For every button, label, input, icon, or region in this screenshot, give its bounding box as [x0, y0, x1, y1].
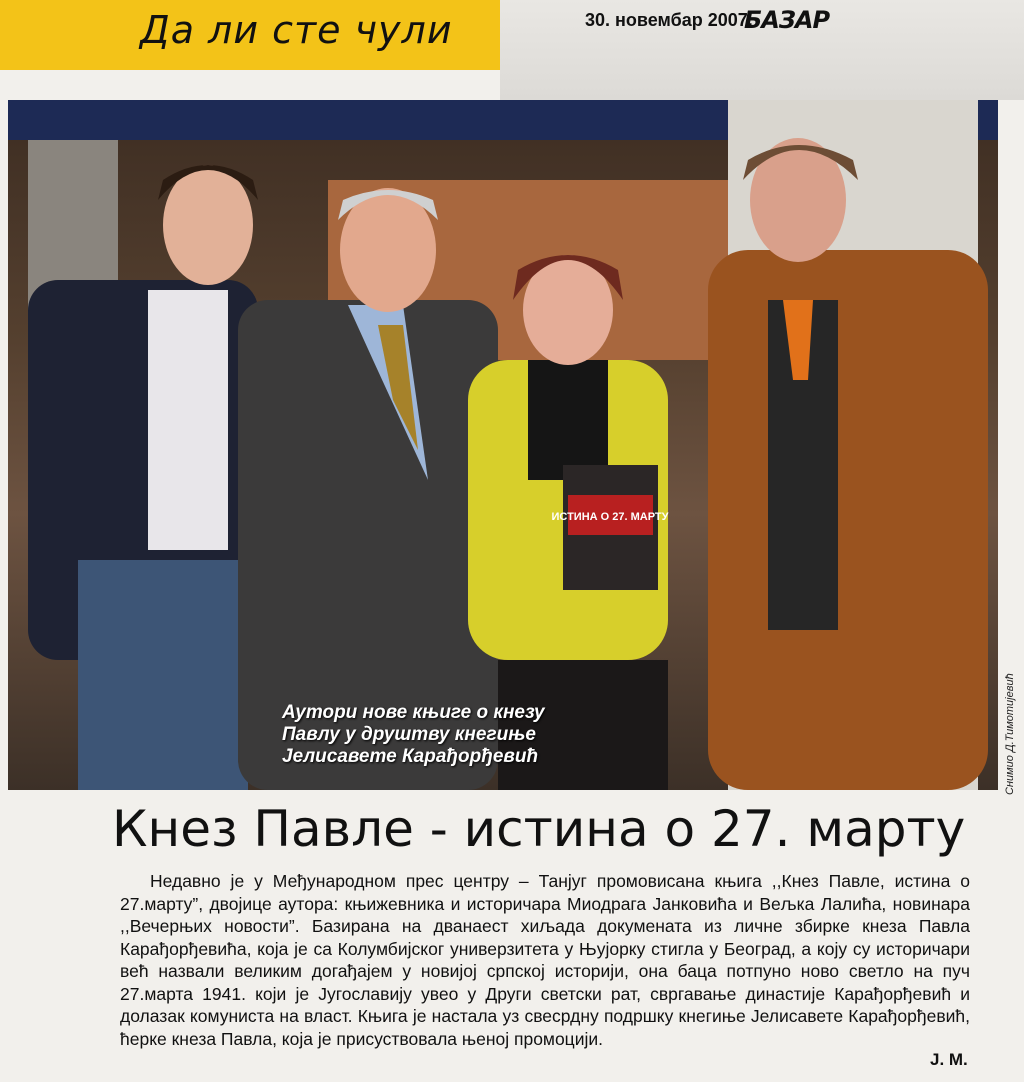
- caption-line: Аутори нове књиге о кнезу: [282, 702, 545, 723]
- article-body-text: Недавно је у Међународном прес центру – Танјуг промовисана књига ,,Кнез Павле, истина о 27.марту”, двојице аутора: књижевника и историчара Миодрага Јанковића и Вељка Лалића, новинара ,,Вечерњих новости”. Базирана на дванаест хиљада докумената из личне збирке кнеза Павла Карађорђевића, која је са Колумбијског универзитета у Њујорку стигла у Београд, а коју су историчари већ назвали великим догађајем у новијој српској историји, она баца потпуно ново светло на пуч 27.марта 1941. који је Југославију увео у Други светски рат, свргавање династије Карађорђевић и долазак комуниста на власт. Књига је настала уз свесрдну подршку кнегиње Јелисавете Карађорђевић, ћерке кнеза Павла, која је присуствовала њеној промоцији.: [120, 871, 970, 1049]
- photo-illustration: [8, 100, 998, 790]
- article-headline: Кнез Павле - истина о 27. марту: [112, 800, 966, 858]
- photo-credit: Снимио Д.Тимотијевић: [1004, 673, 1016, 795]
- book-cover: [552, 465, 669, 590]
- section-title: Да ли сте чули: [140, 8, 453, 52]
- author-signature: J. M.: [930, 1050, 968, 1069]
- group-photo: [8, 100, 998, 790]
- publication-date: 30. новембар 2007.: [585, 10, 753, 30]
- caption-line: Јелисавете Карађорђевић: [282, 746, 539, 767]
- article-body: [120, 870, 970, 1050]
- book-cover-title: ИСТИНА О 27. МАРТУ: [551, 511, 669, 523]
- photo-caption: [282, 702, 622, 768]
- magazine-logo: БАЗАР: [744, 6, 830, 34]
- caption-line: Павлу у друштву кнегиње: [282, 724, 536, 745]
